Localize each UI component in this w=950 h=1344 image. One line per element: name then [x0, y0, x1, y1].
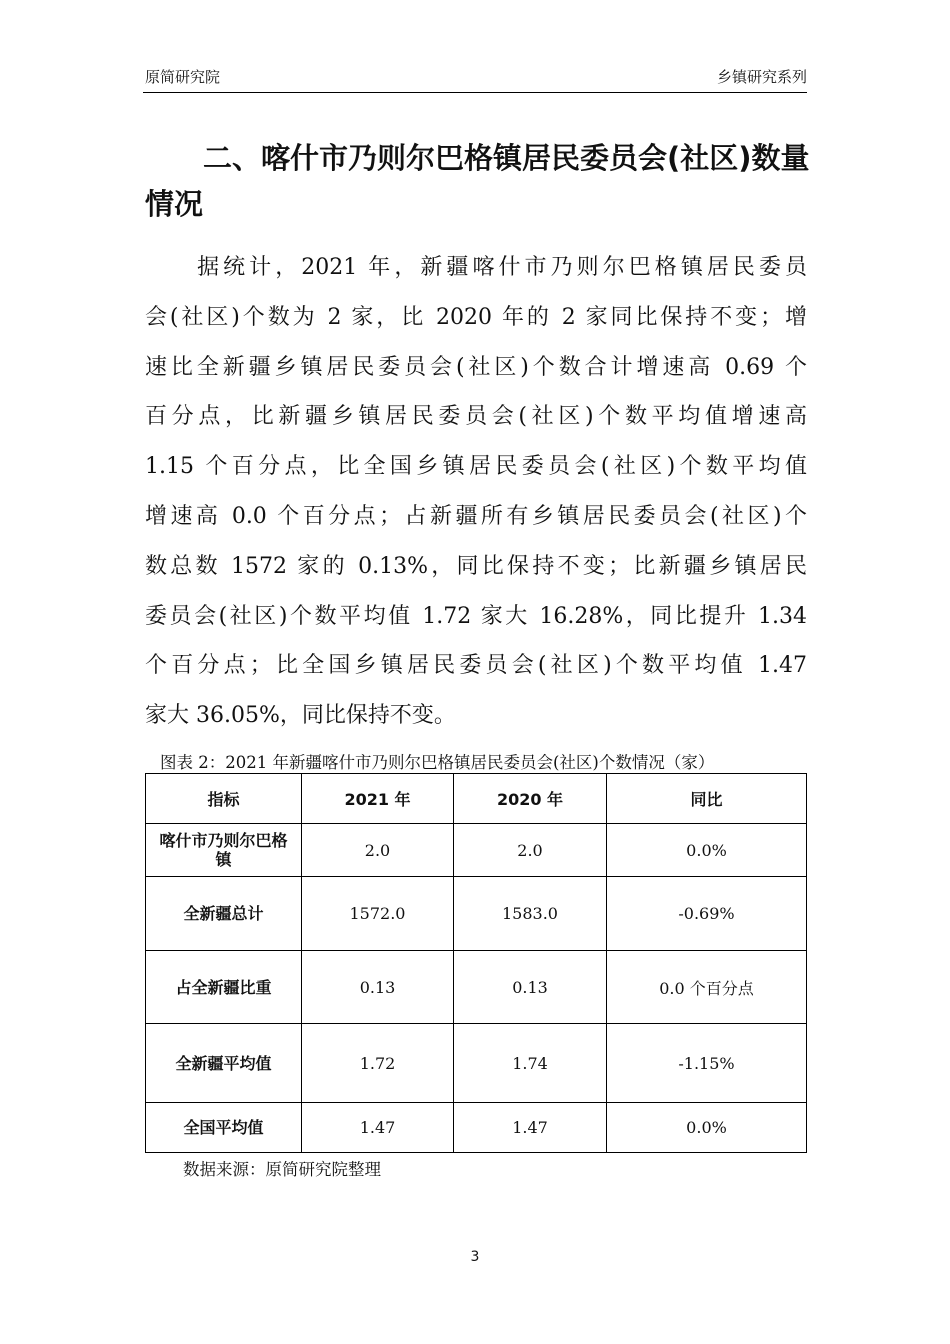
- body-line: 会(社区)个数为 2 家，比 2020 年的 2 家同比保持不变；增: [145, 304, 807, 330]
- column-header: 指标: [146, 774, 302, 824]
- table-cell: -0.69%: [607, 877, 807, 951]
- table-cell: 1.72: [302, 1024, 454, 1103]
- section-title-cont: 情况: [145, 187, 204, 221]
- row-label: 全新疆总计: [146, 877, 302, 951]
- body-line: 据统计，2021 年，新疆喀什市乃则尔巴格镇居民委员: [145, 255, 807, 280]
- table-cell: 0.13: [302, 951, 454, 1024]
- header-left: 原简研究院: [145, 68, 221, 86]
- header-right: 乡镇研究系列: [716, 68, 807, 86]
- table-cell: -1.15%: [607, 1024, 807, 1103]
- column-header: 同比: [607, 774, 807, 824]
- table-header-row: [146, 774, 807, 824]
- table-row: [146, 1103, 807, 1153]
- table-cell: 1572.0: [302, 877, 454, 951]
- page-number: 3: [470, 1249, 480, 1265]
- body-line: 委员会(社区)个数平均值 1.72 家大 16.28%，同比提升 1.34: [145, 603, 807, 629]
- row-label: 全新疆平均值: [146, 1024, 302, 1103]
- table-cell: 0.0 个百分点: [607, 951, 807, 1024]
- table-row: [146, 951, 807, 1024]
- table-cell: 2.0: [302, 824, 454, 877]
- body-line: 1.15 个百分点，比全国乡镇居民委员会(社区)个数平均值: [145, 454, 807, 480]
- table-cell: 1.74: [454, 1024, 607, 1103]
- header-divider: [143, 92, 807, 93]
- table-row: [146, 1024, 807, 1103]
- body-line: 增速高 0.0 个百分点；占新疆所有乡镇居民委员会(社区)个: [145, 504, 807, 529]
- body-line: 速比全新疆乡镇居民委员会(社区)个数合计增速高 0.69 个: [145, 354, 807, 380]
- table-cell: 1.47: [454, 1103, 607, 1153]
- table-cell: 2.0: [454, 824, 607, 877]
- data-table: [145, 773, 807, 1153]
- data-source: 数据来源：原简研究院整理: [183, 1160, 381, 1179]
- body-line: 百分点，比新疆乡镇居民委员会(社区)个数平均值增速高: [145, 404, 807, 430]
- table-caption: 图表 2：2021 年新疆喀什市乃则尔巴格镇居民委员会(社区)个数情况（家）: [160, 753, 715, 772]
- table-row: [146, 877, 807, 951]
- section-title: 二、喀什市乃则尔巴格镇居民委员会(社区)数量: [203, 141, 810, 175]
- table-cell: 0.13: [454, 951, 607, 1024]
- table-cell: 0.0%: [607, 1103, 807, 1153]
- table-cell: 0.0%: [607, 824, 807, 877]
- body-line: 个百分点；比全国乡镇居民委员会(社区)个数平均值 1.47: [145, 653, 807, 679]
- row-label: 喀什市乃则尔巴格镇: [146, 824, 302, 877]
- table-cell: 1.47: [302, 1103, 454, 1153]
- column-header: 2020 年: [454, 774, 607, 824]
- column-header: 2021 年: [302, 774, 454, 824]
- table-row: [146, 824, 807, 877]
- row-label: 全国平均值: [146, 1103, 302, 1153]
- row-label: 占全新疆比重: [146, 951, 302, 1024]
- body-line: 家大 36.05%，同比保持不变。: [145, 703, 456, 729]
- table-cell: 1583.0: [454, 877, 607, 951]
- body-line: 数总数 1572 家的 0.13%，同比保持不变；比新疆乡镇居民: [145, 553, 807, 579]
